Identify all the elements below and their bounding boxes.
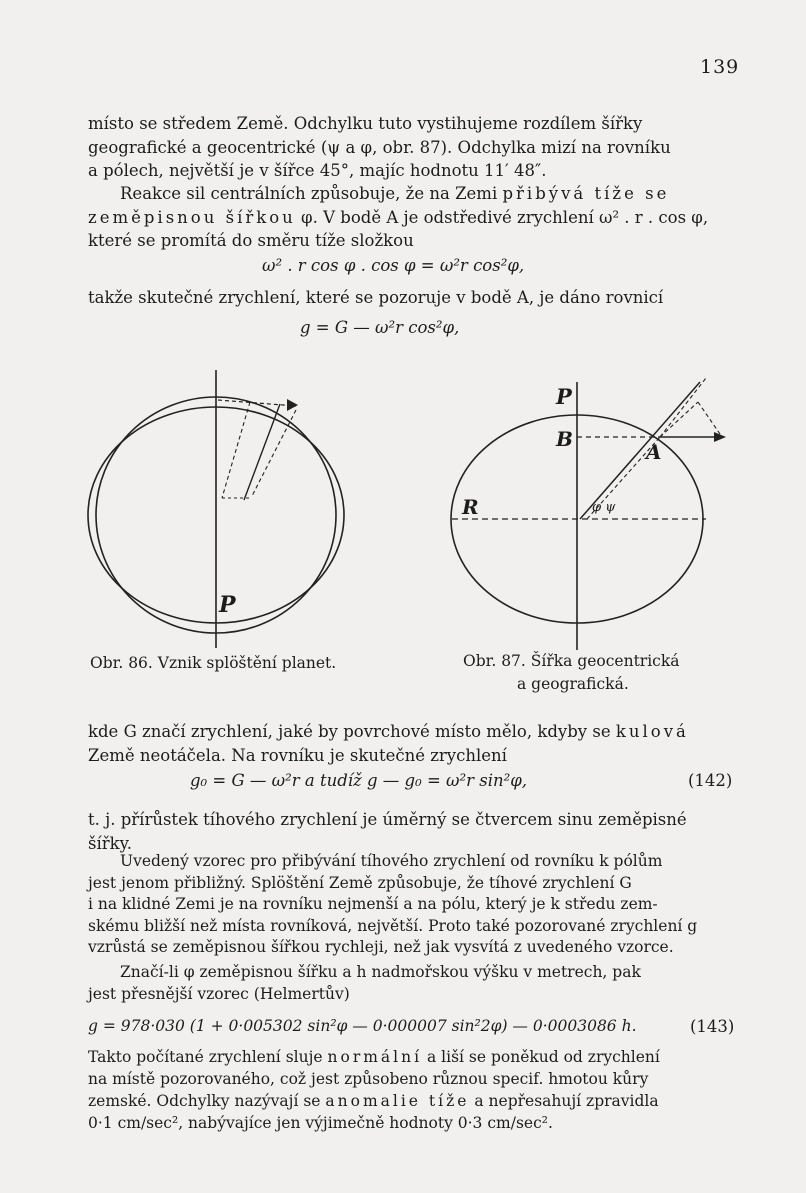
paragraph-8	[88, 1046, 734, 1134]
text-line: i na klidné Zemi je na rovníku nejmenší a na pólu, který je k středu zem-	[88, 895, 658, 913]
caption-fig-86: Obr. 86. Vznik splöštění planet.	[90, 654, 337, 672]
paragraph-6	[88, 851, 734, 959]
equation-1: ω² . r cos φ . cos φ = ω²r cos²φ,	[262, 256, 525, 275]
label-r: R	[462, 495, 479, 519]
dashed-line	[660, 378, 706, 437]
text-span: φ. V bodě A je odstředivé zrychlení ω² . r . cos φ,	[295, 207, 709, 227]
dashed-line	[698, 402, 722, 437]
paragraph-4	[88, 720, 734, 767]
text-line: a pólech, největší je v šířce 45°, majíc hodnotu 11′ 48″.	[88, 161, 547, 180]
equation-2: g = G — ω²r cos²φ,	[300, 318, 460, 337]
spaced-text: zeměpisnou šířkou	[88, 207, 296, 227]
angle-labels: φ ψ	[592, 500, 616, 515]
geographic-normal	[580, 382, 700, 519]
equation-4-number: (143)	[690, 1017, 735, 1036]
text-line: takže skutečné zrychlení, které se pozoruje v bodě A, je dáno rovnicí	[88, 288, 664, 307]
caption-fig-87-line2: a geografická.	[517, 675, 629, 693]
spaced-text: anomalie tíže	[325, 1092, 470, 1110]
text-line	[88, 1090, 734, 1112]
text-line: na místě pozorovaného, což jest způsobeno různou specif. hmotou kůry	[88, 1070, 649, 1088]
text-line: místo se středem Země. Odchylku tuto vystihujeme rozdílem šířky	[88, 114, 643, 133]
text-line: šířky.	[88, 833, 133, 853]
spaced-text: přibývá tíže se	[502, 184, 670, 203]
text-span: a nepřesahují zpravidla	[469, 1092, 659, 1110]
text-line: Značí-li φ zeměpisnou šířku a h nadmořskou výšku v metrech, pak	[120, 963, 641, 981]
spaced-text: normální	[327, 1048, 423, 1066]
text-span: zemské. Odchylky nazývají se	[88, 1092, 326, 1110]
text-line: t. j. přírůstek tíhového zrychlení je úměrný se čtvercem sinu zeměpisné	[88, 810, 687, 829]
text-span: Reakce sil centrálních způsobuje, že na Zemi	[120, 184, 503, 203]
equation-3: g₀ = G — ω²r a tudíž g — g₀ = ω²r sin²φ,	[190, 771, 528, 790]
text-line: jest přesnější vzorec (Helmertův)	[88, 984, 350, 1003]
caption-fig-87: Obr. 87. Šířka geocentrická	[463, 652, 680, 670]
dashed-line	[660, 402, 698, 437]
text-line: skému bližší než místa rovníková, největší. Proto také pozorované zrychlení g	[88, 916, 698, 935]
text-span: Takto počítané zrychlení sluje	[88, 1048, 328, 1066]
text-line	[88, 720, 734, 744]
spaced-text: kulová	[615, 722, 689, 741]
label-p: P	[556, 384, 572, 409]
label-p: P	[219, 592, 236, 618]
text-span: a liší se poněkud od zrychlení	[422, 1048, 660, 1066]
equation-3-number: (142)	[688, 771, 733, 790]
label-a: A	[646, 440, 662, 464]
text-line: vzrůstá se zeměpisnou šířkou rychleji, než jak vysvítá z uvedeného vzorce.	[88, 938, 674, 956]
text-line: jest jenom přibližný. Splöštění Země způsobuje, že tíhové zrychlení G	[88, 873, 632, 892]
equation-4: g = 978·030 (1 + 0·005302 sin²φ — 0·000007 sin²2φ) — 0·0003086 h.	[88, 1017, 637, 1035]
page-number: 139	[700, 56, 740, 78]
label-b: B	[556, 427, 573, 451]
text-span: kde G značí zrychlení, jaké by povrchové místo mělo, kdyby se	[88, 722, 616, 741]
text-line: geografické a geocentrické (ψ a φ, obr. 87). Odchylka mizí na rovníku	[88, 137, 671, 157]
text-line: 0·1 cm/sec², nabývajíce jen výjimečně hodnoty 0·3 cm/sec².	[88, 1114, 553, 1132]
text-line: Uvedený vzorec pro přibývání tíhového zrychlení od rovníku k pólům	[120, 852, 663, 870]
paragraph-7	[88, 962, 734, 1005]
text-line: které se promítá do směru tíže složkou	[88, 231, 414, 250]
text-line: Země neotáčela. Na rovníku je skutečné zrychlení	[88, 745, 507, 765]
paragraph-5	[88, 808, 734, 855]
text-line	[88, 1046, 734, 1068]
